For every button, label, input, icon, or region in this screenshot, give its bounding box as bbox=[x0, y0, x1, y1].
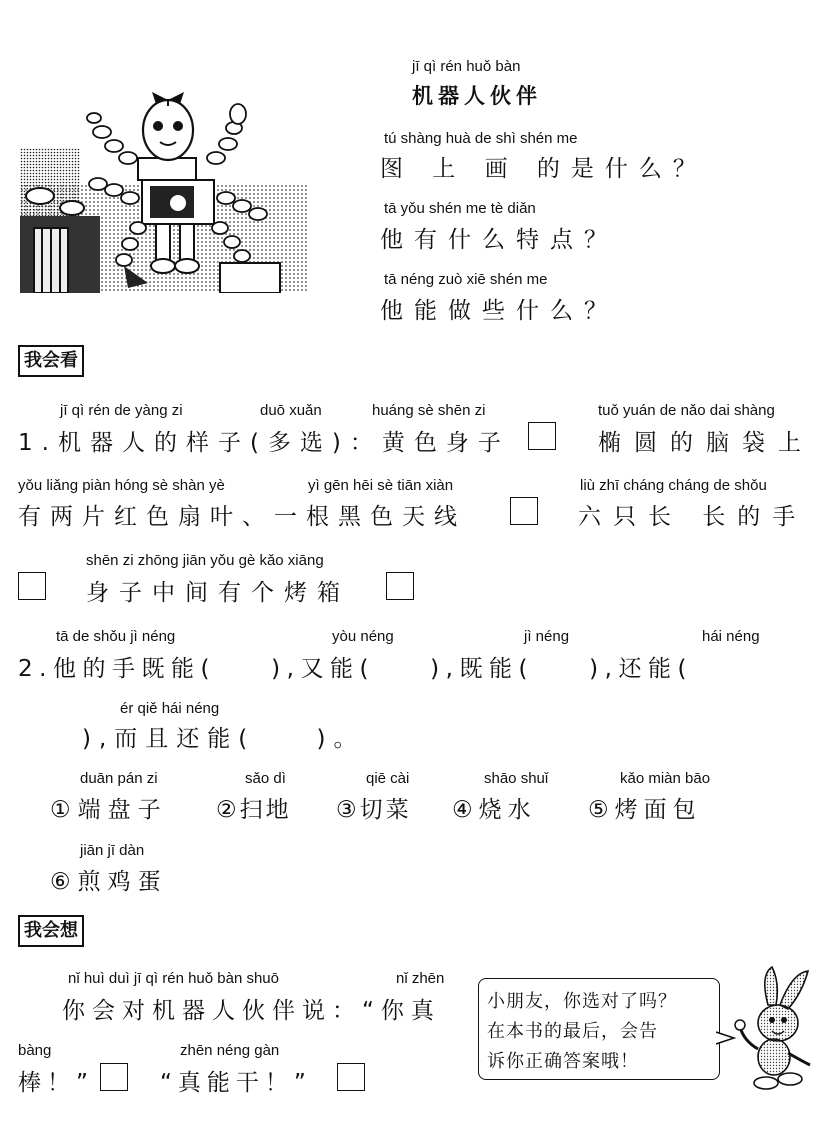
q1-line1-text-b: 椭圆的脑袋上 bbox=[598, 430, 814, 456]
option-6-pinyin: jiān jī dàn bbox=[80, 842, 145, 859]
question-1-text: 图 上 画 的是什么？ bbox=[380, 156, 707, 182]
robot-kitchen-illustration bbox=[20, 88, 308, 293]
question-2-text: 他有什么特点？ bbox=[380, 227, 618, 253]
option-4-pinyin: shāo shuǐ bbox=[484, 770, 549, 787]
question-1-pinyin: tú shàng huà de shì shén me bbox=[384, 130, 578, 147]
q1-line1-text: 1.机器人的样子(多选)：黄色身子 bbox=[18, 430, 510, 456]
q3-pinyin-b: nǐ zhēn bbox=[396, 970, 445, 987]
q1-pinyin-a: jī qì rén de yàng zi bbox=[60, 402, 183, 419]
option-3-pinyin: qiē cài bbox=[366, 770, 410, 787]
q1-pinyin-e: yǒu liǎng piàn hóng sè shàn yè bbox=[18, 477, 225, 494]
section-label-look: 我会看 bbox=[18, 345, 84, 377]
bubble-line-1: 小朋友，你选对了吗？ bbox=[487, 991, 677, 1012]
question-3-text: 他能做些什么？ bbox=[380, 298, 618, 324]
q3-pinyin-c: bàng bbox=[18, 1042, 52, 1059]
q3-line1-text: 你会对机器人伙伴说：“你真 bbox=[62, 998, 441, 1024]
checkbox-capable[interactable] bbox=[337, 1063, 365, 1091]
option-6-text: ⑥煎鸡蛋 bbox=[50, 869, 168, 895]
q3-line2-text-b: “真能干！” bbox=[160, 1070, 312, 1096]
title-pinyin: jī qì rén huǒ bàn bbox=[412, 58, 521, 75]
question-3-pinyin: tā néng zuò xiē shén me bbox=[384, 271, 548, 288]
checkbox-black-antenna[interactable] bbox=[510, 497, 538, 525]
title-text: 机器人伙伴 bbox=[412, 84, 542, 108]
q2-line2-text: ),而且还能( )。 bbox=[82, 726, 365, 752]
q2-pinyin-b: yòu néng bbox=[332, 628, 394, 645]
q3-pinyin-a: nǐ huì duì jī qì rén huǒ bàn shuō bbox=[68, 970, 279, 987]
q1-pinyin-c: huáng sè shēn zi bbox=[372, 402, 486, 419]
q1-line2-text: 有两片红色扇叶、一根黑色天线 bbox=[18, 504, 466, 530]
checkbox-great[interactable] bbox=[100, 1063, 128, 1091]
option-1-text: ①端盘子 bbox=[50, 797, 168, 823]
bubble-line-3: 诉你正确答案哦！ bbox=[487, 1051, 639, 1072]
q3-pinyin-d: zhēn néng gàn bbox=[180, 1042, 280, 1059]
q3-line2-text-a: 棒！” bbox=[18, 1070, 94, 1096]
q2-pinyin-a: tā de shǒu jì néng bbox=[56, 628, 176, 645]
option-4-text: ④烧水 bbox=[452, 797, 537, 823]
q2-pinyin-e: ér qiě hái néng bbox=[120, 700, 220, 717]
q2-pinyin-d: hái néng bbox=[702, 628, 760, 645]
option-2-text: ②扫地 bbox=[216, 797, 292, 823]
checkbox-yellow-body[interactable] bbox=[528, 422, 556, 450]
option-5-pinyin: kǎo miàn bāo bbox=[620, 770, 711, 787]
option-3-text: ③切菜 bbox=[336, 797, 412, 823]
option-5-text: ⑤烤面包 bbox=[588, 797, 702, 823]
q1-line2-text-b: 六只长 长的手 bbox=[578, 504, 808, 530]
option-1-pinyin: duān pán zi bbox=[80, 770, 158, 787]
checkbox-oven[interactable] bbox=[386, 572, 414, 600]
q1-pinyin-b: duō xuǎn bbox=[260, 402, 322, 419]
section-label-think: 我会想 bbox=[18, 915, 84, 947]
q1-pinyin-h: shēn zi zhōng jiān yǒu gè kǎo xiāng bbox=[86, 552, 324, 569]
checkbox-long-hands[interactable] bbox=[18, 572, 46, 600]
q1-pinyin-g: liù zhī cháng cháng de shǒu bbox=[580, 477, 767, 494]
option-2-pinyin: sǎo dì bbox=[245, 770, 286, 787]
q2-line1-text: 2.他的手既能( ),又能( ),既能( ),还能( bbox=[18, 656, 693, 682]
question-2-pinyin: tā yǒu shén me tè diǎn bbox=[384, 200, 536, 217]
q1-line3-text: 身子中间有个烤箱 bbox=[86, 580, 350, 606]
q2-pinyin-c: jì néng bbox=[524, 628, 570, 645]
speech-bubble bbox=[478, 978, 720, 1080]
q1-pinyin-d: tuǒ yuán de nǎo dai shàng bbox=[598, 402, 775, 419]
q1-pinyin-f: yì gēn hēi sè tiān xiàn bbox=[308, 477, 454, 494]
rabbit-mascot-illustration bbox=[730, 965, 818, 1095]
bubble-line-2: 在本书的最后，会告 bbox=[487, 1021, 658, 1042]
